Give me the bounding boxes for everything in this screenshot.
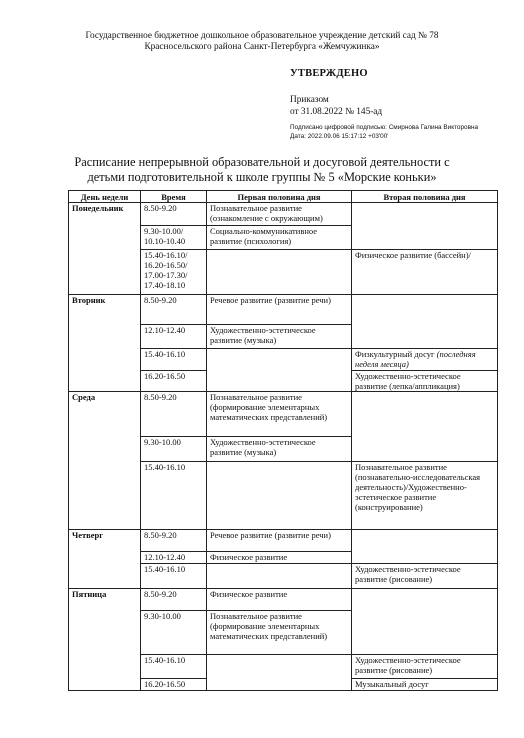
- time-cell: 15.40-16.10: [141, 564, 207, 589]
- time-cell: 15.40-16.10: [141, 462, 207, 530]
- first-half-cell: Речевое развитие (развитие речи): [207, 295, 352, 325]
- day-friday: Пятница: [69, 589, 141, 691]
- second-half-cell: Художественно-эстетическое развитие (рисование): [352, 655, 498, 679]
- org-line-2: Красносельского района Санкт-Петербурга «Жемчужинка»: [144, 42, 380, 52]
- first-half-cell: [207, 655, 352, 691]
- time-cell: 8.50-9.20: [141, 530, 207, 552]
- title-line-1: Расписание непрерывной образовательной и досуговой деятельности с: [74, 155, 450, 169]
- second-half-cell: Физическое развитие (бассейн)/: [352, 250, 498, 295]
- day-thursday: Четверг: [69, 530, 141, 589]
- header-second-half: Вторая половина дня: [352, 191, 498, 203]
- signature-signer: Подписано цифровой подписью: Смирнова Галина Викторовна: [290, 124, 479, 131]
- time-cell: 15.40-16.10: [141, 655, 207, 679]
- day-wednesday: Среда: [69, 392, 141, 530]
- second-half-cell: [352, 589, 498, 655]
- day-monday: Понедельник: [69, 203, 141, 295]
- second-half-cell: [352, 349, 498, 371]
- second-half-cell: Художественно-эстетическое развитие (рисование): [352, 564, 498, 589]
- schedule-table: [68, 190, 498, 691]
- time-cell: 9.30-10.00: [141, 611, 207, 655]
- first-half-cell: Художественно-эстетическое развитие (музыка): [207, 437, 352, 462]
- time-cell: 15.40-16.10/ 16.20-16.50/ 17.00-17.30/ 17.40-18.10: [141, 250, 207, 295]
- digital-signature: [290, 123, 478, 141]
- first-half-cell: Познавательное развитие (формирование элементарных математических представлений): [207, 392, 352, 437]
- header-first-half: Первая половина дня: [207, 191, 352, 203]
- table-header-row: [69, 191, 498, 203]
- org-line-1: Государственное бюджетное дошкольное образовательное учреждение детский сад № 78: [85, 31, 439, 41]
- table-row: [69, 530, 498, 552]
- table-row: [69, 392, 498, 437]
- time-cell: 12.10-12.40: [141, 552, 207, 564]
- time-cell: 9.30-10.00/ 10.10-10.40: [141, 226, 207, 250]
- second-half-cell: [352, 295, 498, 349]
- second-half-cell: Музыкальный досуг: [352, 679, 498, 691]
- order-reference: [290, 94, 382, 118]
- first-half-cell: Социально-коммуникативное развитие (психология): [207, 226, 352, 250]
- time-cell: 8.50-9.20: [141, 392, 207, 437]
- time-cell: 16.20-16.50: [141, 371, 207, 392]
- header-time: Время: [141, 191, 207, 203]
- order-number: от 31.08.2022 № 145-ад: [290, 107, 383, 117]
- time-cell: 16.20-16.50: [141, 679, 207, 691]
- document-title: [0, 155, 524, 185]
- first-half-cell: Физическое развитие: [207, 589, 352, 611]
- first-half-cell: [207, 250, 352, 295]
- first-half-cell: [207, 564, 352, 589]
- second-half-cell: [352, 530, 498, 564]
- signature-date: Дата: 2022.09.06 15:17:12 +03'00': [290, 133, 389, 140]
- first-half-cell: Физическое развитие: [207, 552, 352, 564]
- second-half-cell: Художественно-эстетическое развитие (лепка/аппликация): [352, 371, 498, 392]
- day-tuesday: Вторник: [69, 295, 141, 392]
- time-cell: 12.10-12.40: [141, 325, 207, 349]
- time-cell: 9.30-10.00: [141, 437, 207, 462]
- title-line-2: детьми подготовительной к школе группы № 5 «Морские коньки»: [87, 170, 437, 184]
- first-half-cell: Речевое развитие (развитие речи): [207, 530, 352, 552]
- second-half-cell: Познавательное развитие (познавательно-исследовательская деятельность)/Художественно-эстетическое развитие (конструирование): [352, 462, 498, 530]
- second-half-cell: [352, 203, 498, 250]
- first-half-cell: [207, 349, 352, 392]
- first-half-cell: Познавательное развитие (формирование элементарных математических представлений): [207, 611, 352, 655]
- first-half-cell: Художественно-эстетическое развитие (музыка): [207, 325, 352, 349]
- first-half-cell: [207, 462, 352, 530]
- organization-header: [0, 31, 524, 53]
- table-row: [69, 589, 498, 611]
- approved-stamp: УТВЕРЖДЕНО: [290, 68, 368, 79]
- time-cell: 8.50-9.20: [141, 589, 207, 611]
- time-cell: 8.50-9.20: [141, 295, 207, 325]
- order-word: Приказом: [290, 95, 329, 105]
- time-cell: 8.50-9.20: [141, 203, 207, 226]
- first-half-cell: Познавательное развитие (ознакомление с окружающим): [207, 203, 352, 226]
- sports-event-note: (последняя неделя месяца): [355, 349, 476, 369]
- header-day: День недели: [69, 191, 141, 203]
- table-row: [69, 295, 498, 325]
- second-half-cell: [352, 392, 498, 462]
- time-cell: 15.40-16.10: [141, 349, 207, 371]
- sports-event-label: Физкультурный досуг: [355, 349, 435, 359]
- table-row: [69, 203, 498, 226]
